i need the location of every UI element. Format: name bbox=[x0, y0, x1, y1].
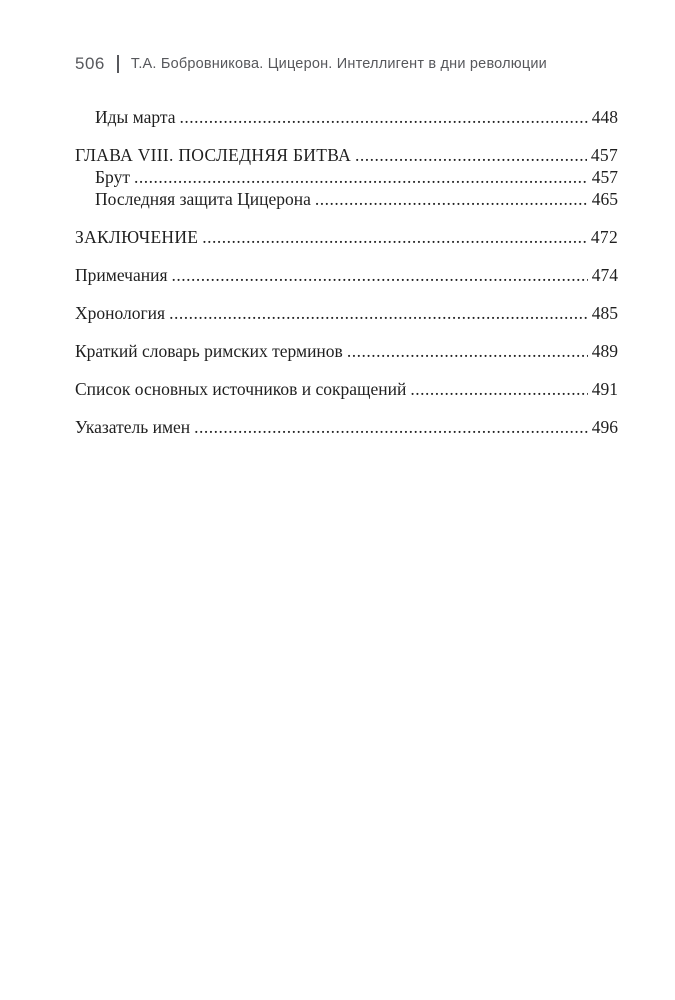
toc-dot-leader bbox=[169, 302, 588, 324]
toc-entry-page: 491 bbox=[591, 379, 618, 399]
toc-entry-page: 448 bbox=[591, 107, 618, 127]
toc-dot-leader bbox=[355, 144, 587, 166]
running-header bbox=[75, 54, 618, 74]
toc-entry bbox=[75, 264, 618, 286]
toc-entry-label: Список основных источников и сокращений bbox=[75, 379, 407, 399]
toc-entry-page: 496 bbox=[591, 417, 618, 437]
toc-entry-label: Брут bbox=[95, 167, 130, 187]
toc-entry-page: 465 bbox=[591, 189, 618, 209]
toc-dot-leader bbox=[180, 106, 588, 128]
toc-dot-leader bbox=[172, 264, 588, 286]
toc-entry-label: Иды марта bbox=[95, 107, 176, 127]
table-of-contents bbox=[75, 106, 618, 438]
toc-entry-page: 489 bbox=[591, 341, 618, 361]
toc-entry-page: 474 bbox=[591, 265, 618, 285]
toc-entry-label: Примечания bbox=[75, 265, 168, 285]
toc-entry bbox=[75, 416, 618, 438]
toc-entry bbox=[75, 340, 618, 362]
toc-dot-leader bbox=[134, 166, 588, 188]
toc-entry-label: Краткий словарь римских терминов bbox=[75, 341, 343, 361]
toc-entry bbox=[75, 106, 618, 128]
toc-entry bbox=[75, 144, 618, 166]
folio-page-number: 506 bbox=[75, 54, 105, 73]
toc-entry-label: Последняя защита Цицерона bbox=[95, 189, 311, 209]
toc-dot-leader bbox=[194, 416, 588, 438]
toc-entry bbox=[75, 226, 618, 248]
toc-entry-label: Хронология bbox=[75, 303, 166, 323]
toc-dot-leader bbox=[202, 226, 587, 248]
toc-dot-leader bbox=[410, 378, 587, 400]
toc-entry bbox=[75, 166, 618, 188]
toc-entry bbox=[75, 378, 618, 400]
header-divider bbox=[117, 55, 119, 73]
toc-entry-page: 472 bbox=[590, 227, 618, 247]
toc-dot-leader bbox=[315, 188, 588, 210]
running-title: Т.А. Бобровникова. Цицерон. Интеллигент в дни революции bbox=[130, 56, 547, 72]
toc-entry bbox=[75, 302, 618, 324]
toc-entry-page: 457 bbox=[590, 145, 618, 165]
toc-entry-page: 457 bbox=[591, 167, 618, 187]
toc-entry-label: Указатель имен bbox=[75, 417, 191, 437]
toc-entry-label: ГЛАВА VIII. ПОСЛЕДНЯЯ БИТВА bbox=[75, 145, 352, 165]
toc-dot-leader bbox=[347, 340, 588, 362]
toc-entry-label: ЗАКЛЮЧЕНИЕ bbox=[75, 227, 199, 247]
toc-entry bbox=[75, 188, 618, 210]
toc-entry-page: 485 bbox=[591, 303, 618, 323]
